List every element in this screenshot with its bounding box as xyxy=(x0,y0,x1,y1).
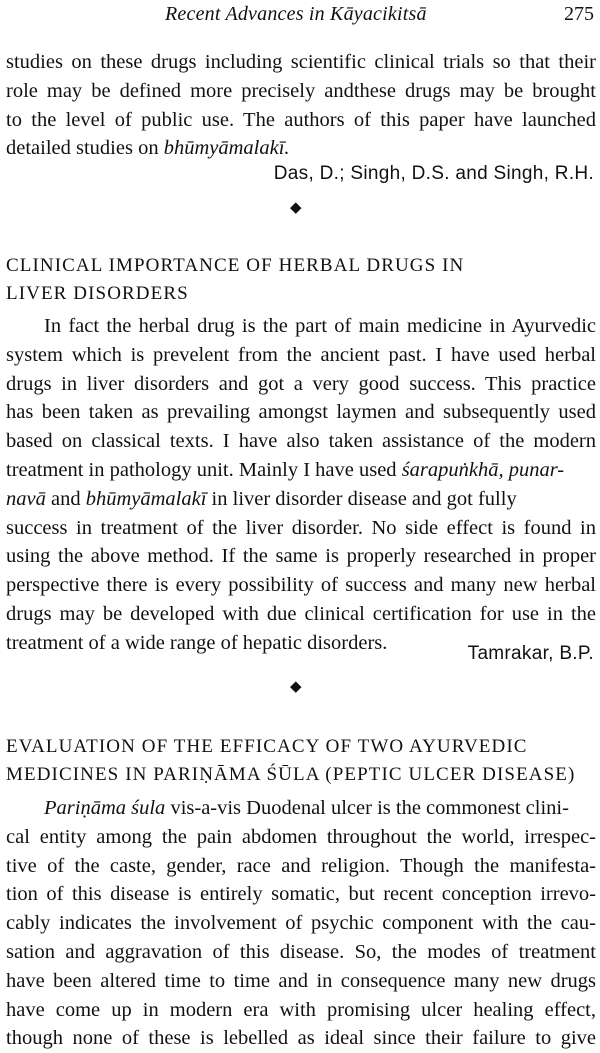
running-head-title: Recent Advances in Kāyacikitsā xyxy=(165,3,427,25)
text-line: though none of these is lebelled as ideal since their failure to give xyxy=(6,1027,596,1050)
italic-term: Pariṇāma śula xyxy=(44,797,166,819)
text-line: success in treatment of the liver disorder. No side effect is found in xyxy=(6,516,596,539)
text-line: treatment of a wide range of hepatic disorders. xyxy=(6,631,388,654)
text-line: drugs in liver disorders and got a very good success. This practice xyxy=(6,372,596,395)
text-line: cably indicates the involvement of psychic component with the cau- xyxy=(6,912,596,935)
text-line xyxy=(6,456,596,485)
heading-line: MEDICINES IN PARIṆĀMA ŚŪLA (PEPTIC ULCER DISEASE) xyxy=(6,764,576,785)
section1-author: Das, D.; Singh, D.S. and Singh, R.H. xyxy=(273,163,594,184)
text-line: system which is prevelent from the ancient past. I have used herbal xyxy=(6,343,596,366)
text-line: role may be defined more precisely andthese drugs may be brought xyxy=(6,79,596,102)
text-line: to the level of public use. The authors of this paper have launched xyxy=(6,108,596,131)
page-number: 275 xyxy=(564,3,594,25)
section3-paragraph xyxy=(6,794,596,1053)
italic-term: bhūmyāmalakī xyxy=(85,487,207,510)
section3-heading xyxy=(6,733,575,789)
section1-paragraph xyxy=(6,48,596,163)
running-head xyxy=(0,0,600,30)
separator-diamond: ◆ xyxy=(290,677,302,695)
text-line: based on classical texts. I have also taken assistance of the modern xyxy=(6,430,596,453)
text-line: studies on these drugs including scientific clinical trials so that their xyxy=(6,51,596,73)
text-line: have come up in modern era with promising ulcer healing effect, xyxy=(6,998,596,1021)
section2-paragraph xyxy=(6,312,596,658)
heading-line: CLINICAL IMPORTANCE OF HERBAL DRUGS IN xyxy=(6,255,465,276)
italic-term: navā xyxy=(6,487,46,510)
text-line: have been altered time to time and in consequence many new drugs xyxy=(6,969,596,992)
text-line: perspective there is every possibility of success and many new herbal xyxy=(6,574,596,597)
section2-author: Tamrakar, B.P. xyxy=(467,643,594,664)
text-line: has been taken as prevailing amongst laymen and subsequently used xyxy=(6,401,596,424)
text-line: drugs may be developed with due clinical certification for use in the xyxy=(6,602,596,625)
text-line: using the above method. If the same is properly researched in proper xyxy=(6,545,596,568)
text-line xyxy=(6,485,596,514)
heading-line: LIVER DISORDERS xyxy=(6,283,189,304)
text-line: cal entity among the pain abdomen throughout the world, irrespec- xyxy=(6,825,596,848)
text-line xyxy=(6,794,596,823)
text-run: and xyxy=(45,487,86,510)
text-run: treatment in pathology unit. Mainly I have used xyxy=(6,458,402,481)
italic-term: śarapuṅkhā, punar- xyxy=(401,458,565,481)
text-line: tive of the caste, gender, race and religion. Though the manifesta- xyxy=(6,854,596,877)
text-run: in liver disorder disease and got fully xyxy=(206,487,517,510)
text-line: In fact the herbal drug is the part of main medicine in Ayurvedic xyxy=(44,315,596,337)
section2-heading xyxy=(6,252,464,308)
text-line: tion of this disease is entirely somatic, but recent conception irrevo- xyxy=(6,883,596,906)
text-line xyxy=(6,134,596,163)
text-run: vis-a-vis Duodenal ulcer is the commonest clini- xyxy=(165,797,569,819)
separator-diamond: ◆ xyxy=(290,198,302,216)
heading-line: EVALUATION OF THE EFFICACY OF TWO AYURVEDIC xyxy=(6,736,528,757)
text-line: sation and aggravation of this disease. So, the modes of treatment xyxy=(6,940,596,963)
text-run: detailed studies on xyxy=(6,137,164,160)
italic-term: bhūmyāmalakī. xyxy=(163,137,290,160)
